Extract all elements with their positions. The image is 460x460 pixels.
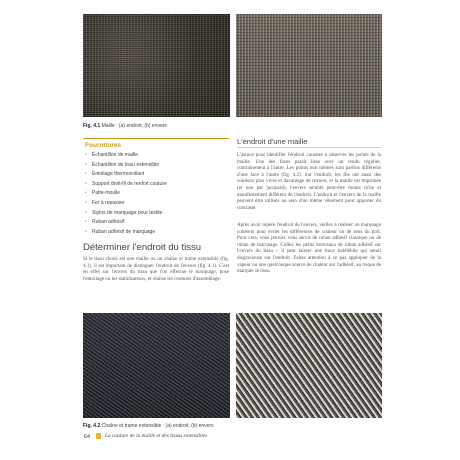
section-paragraph-1: L'astuce pour identifier l'endroit consiste à observer les points de la maille. Une des faces paraît lisse avec un rendu régulier, contrairement à l'autre. Les points non mêmes sont parfois différents d'une face à l'autre (fig. 4.2). Sur l'endroit, les fils ont aussi des couleurs plus vives et davantage de texture, et la maille est imprimée (et non par jacquard), l'envers semble peut-être moins riche et manifestement différent de l'endroit. L'endroit et l'envers de la maille peuvent être utilisés au sein d'un même vêtement pour apporter du contraste. xyxy=(237,152,381,211)
section-heading-left: Déterminer l'endroit du tissu xyxy=(83,242,201,253)
figure-label: Fig. 4.2 xyxy=(83,423,101,429)
list-item: • Échantillon de tissu extensible xyxy=(85,161,159,168)
section-heading-right: L'endroit d'une maille xyxy=(237,137,308,146)
figure-4-2b-woven-wrong-side xyxy=(236,313,382,418)
list-item: • Stylos de marquage pour textile xyxy=(85,209,163,216)
figure-4-1a-knit-right-side xyxy=(83,14,230,117)
figure-caption-text: Maille : (a) endroit, (b) envers xyxy=(101,123,167,129)
figure-label: Fig. 4.1 xyxy=(83,123,101,129)
section-rule xyxy=(237,147,381,148)
figure-caption-top xyxy=(83,123,167,129)
list-item: • Ruban adhésif xyxy=(85,219,125,226)
section-body-left: Si le tissu choisi est une maille ou un chaîne et trame extensible (fig. 4.1), il est important de distinguer l'endroit de l'envers (fig. 4.1). C'est en effet sur l'envers du tissu que l'on effectue le marquage, pose l'entoilage ou les stabilisateurs, et réalise les coutures d'assemblage. xyxy=(83,256,229,282)
figure-caption-bottom xyxy=(83,423,214,429)
figure-4-2a-woven-right-side xyxy=(83,313,230,418)
list-item: • Ruban adhésif de marquage xyxy=(85,228,156,235)
supplies-list xyxy=(85,151,229,237)
figure-4-1b-knit-wrong-side xyxy=(236,14,382,117)
list-item: • Fer à repasser xyxy=(85,199,125,206)
section-paragraph-2: Après avoir repéré l'endroit de l'envers, veillez à réaliser un marquage cohérent pour éviter les différences de couleur ou de sens du poil. Pour cela, vous pouvez vous servir de ruban adhésif classique ou de ruban de marquage. Collez les petits morceaux de ruban adhésif sur l'envers du tissu – il peut laisser une trace indélébile qui serait disgracieuse sur l'endroit. Faites attention à ce pas appliquer de la vapeur ou une quelconque source de chaleur sur l'adhésif, au risque de marquer le tissu. xyxy=(237,222,381,275)
chapter-title: La couture de la maille et des tissus extensibles xyxy=(105,433,208,439)
supplies-rule-top xyxy=(83,138,229,139)
figure-caption-text: Chaîne et trame extensible : (a) endroit, (b) envers xyxy=(101,423,214,429)
list-item: • Entoilage thermocollant xyxy=(85,171,145,178)
supplies-title: Fournitures xyxy=(85,142,122,149)
list-item: • Échantillon de maille xyxy=(85,152,138,158)
page-number: 64 xyxy=(84,434,91,440)
list-item: • Patte-moulle xyxy=(85,190,121,197)
list-item: • Support droit-fil de renfort couture xyxy=(85,180,167,187)
supplies-box xyxy=(83,138,229,238)
footer-accent-square xyxy=(96,433,101,439)
